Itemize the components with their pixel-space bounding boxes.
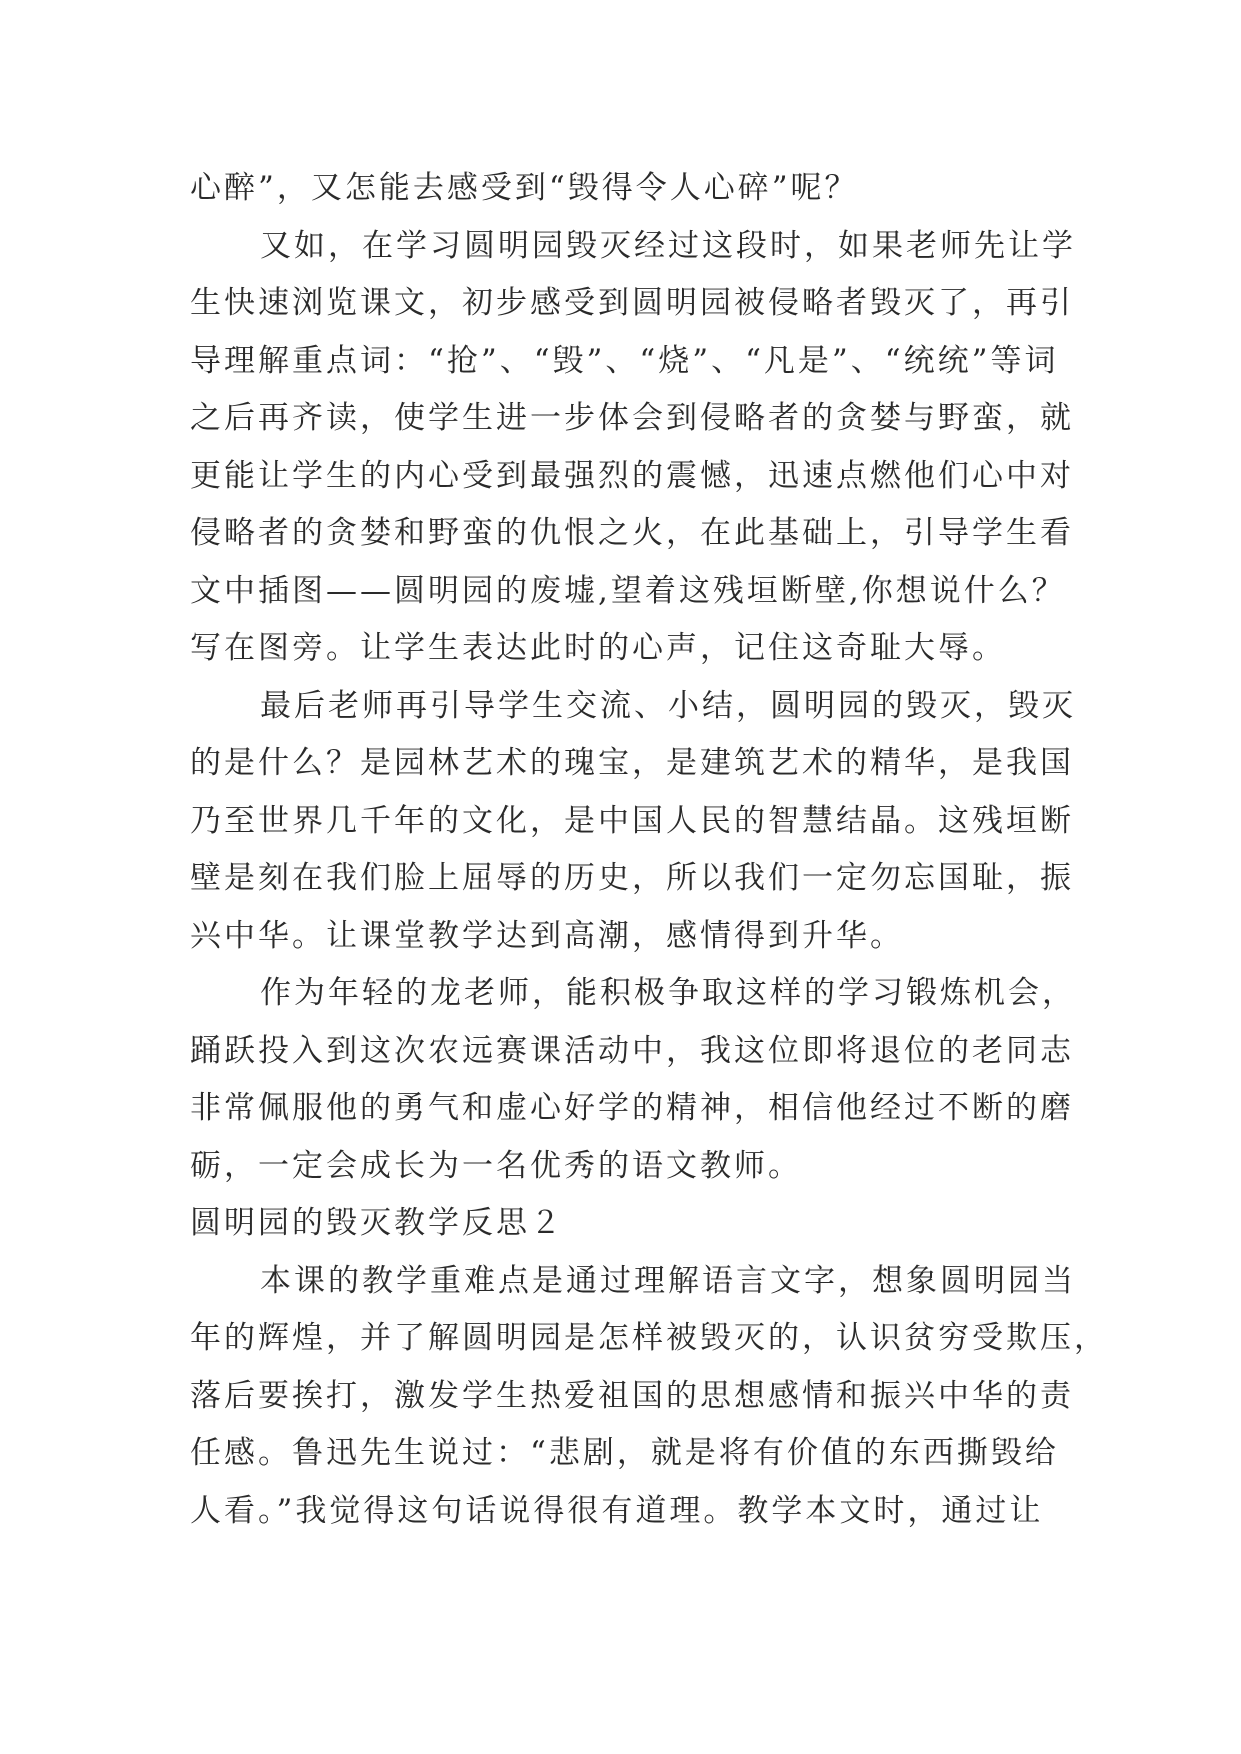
text-line: 更能让学生的内心受到最强烈的震憾，迅速点燃他们心中对 (190, 457, 1074, 494)
text-line: 落后要挨打，激发学生热爱祖国的思想感情和振兴中华的责 (190, 1377, 1074, 1414)
text-line: 侵略者的贪婪和野蛮的仇恨之火，在此基础上，引导学生看 (190, 515, 1074, 551)
text-line: 年的辉煌，并了解圆明园是怎样被毁灭的，认识贫穷受欺压， (190, 1320, 1108, 1356)
text-line: 作为年轻的龙老师，能积极争取这样的学习锻炼机会， (260, 975, 1076, 1011)
text-line: 乃至世界几千年的文化，是中国人民的智慧结晶。这残垣断 (190, 802, 1074, 839)
text-line: 心醉”，又怎能去感受到“毁得令人心碎”呢？ (190, 170, 859, 206)
text-line: 导理解重点词：“抢”、“毁”、“烧”、“凡是”、“统统”等词 (190, 342, 1059, 379)
text-line: 又如，在学习圆明园毁灭经过这段时，如果老师先让学 (260, 227, 1076, 264)
text-line: 的是什么？是园林艺术的瑰宝，是建筑艺术的精华，是我国 (190, 745, 1074, 781)
text-line: 人看。”我觉得这句话说得很有道理。教学本文时，通过让 (190, 1492, 1044, 1529)
text-line: 本课的教学重难点是通过理解语言文字，想象圆明园当 (260, 1262, 1076, 1299)
text-line: 踊跃投入到这次农远赛课活动中，我这位即将退位的老同志 (190, 1032, 1074, 1069)
text-line: 砺，一定会成长为一名优秀的语文教师。 (190, 1147, 802, 1184)
text-line: 写在图旁。让学生表达此时的心声，记住这奇耻大辱。 (190, 630, 1006, 666)
text-line: 兴中华。让课堂教学达到高潮，感情得到升华。 (190, 917, 904, 954)
section-heading: 圆明园的毁灭教学反思２ (190, 1205, 564, 1241)
text-line: 壁是刻在我们脸上屈辱的历史，所以我们一定勿忘国耻，振 (190, 860, 1074, 896)
text-line: 任感。鲁迅先生说过：“悲剧，就是将有价值的东西撕毁给 (190, 1435, 1059, 1471)
text-line: 最后老师再引导学生交流、小结，圆明园的毁灭，毁灭 (260, 687, 1076, 724)
text-line: 生快速浏览课文，初步感受到圆明园被侵略者毁灭了，再引 (190, 285, 1074, 321)
document-body (190, 160, 1108, 1540)
text-line: 之后再齐读，使学生进一步体会到侵略者的贪婪与野蛮，就 (190, 400, 1074, 436)
text-line: 非常佩服他的勇气和虚心好学的精神，相信他经过不断的磨 (190, 1090, 1074, 1126)
text-line: 文中插图——圆明园的废墟,望着这残垣断壁,你想说什么？ (190, 572, 1066, 609)
